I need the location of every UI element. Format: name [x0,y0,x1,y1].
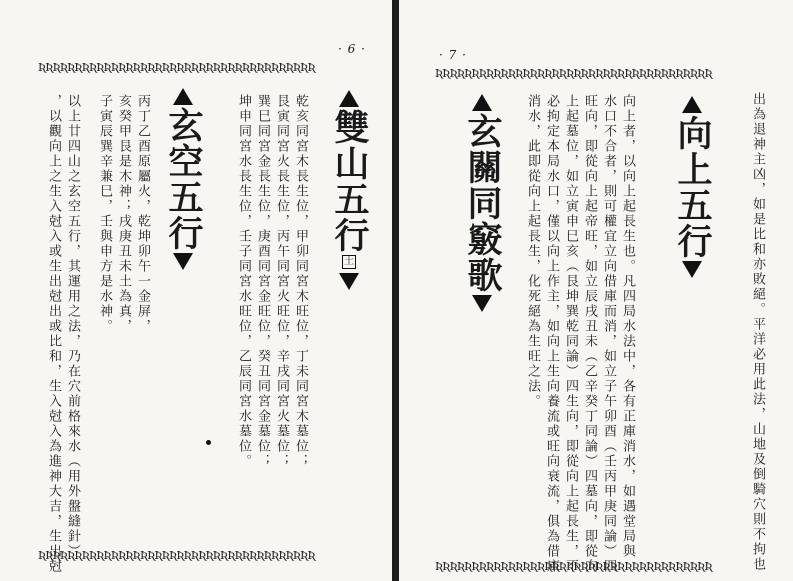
verse-block: 丙丁乙酉原屬火，乾坤卯午一金屏， 亥癸甲艮是木神；戌庚丑未土為真， 子寅辰巽辛兼巳，壬與申方是水神。 [97,94,150,334]
page-number: · 7 · [439,48,467,62]
top-border: ƦƦƦƦƦƦƦƦƦƦƦƦƦƦƦƦƦƦƦƦƦƦƦƦƦƦƦƦƦƦƦƦƦƦƦƦƦƦ [435,67,712,80]
bottom-border: ƦƦƦƦƦƦƦƦƦƦƦƦƦƦƦƦƦƦƦƦƦƦƦƦƦƦƦƦƦƦƦƦƦƦƦƦƦƦ [38,549,315,562]
triangle-up-icon [472,94,492,111]
section-title-text: 向上五行 [672,115,713,259]
text-block-twin-mountains: 乾亥同宮木長生位，甲卯同宮木旺位，丁未同宮木墓位； 艮寅同宮火長生位，丙午同宮火旺位，辛戌同宮火墓位； 巽巳同宮金長生位，庚酉同宮金旺位，癸丑同宮金墓位； 坤申同宮水長生位，壬子同宮水旺位，乙辰同宮水墓位。 [236,94,308,469]
bottom-border: ƦƦƦƦƦƦƦƦƦƦƦƦƦƦƦƦƦƦƦƦƦƦƦƦƦƦƦƦƦƦƦƦƦƦƦƦƦƦ [435,560,712,573]
triangle-down-icon [173,253,193,270]
seal-mark: 土 [344,256,354,267]
book-gutter [392,0,399,581]
text-block-xuankong: 以上廿四山之玄空五行，其運用之法，乃在穴前格來水（用外盤縫針） ，以觀向上之生入尅入或生出尅出或比和，生入尅入為進神大吉，生出尅 [46,94,80,574]
section-title [160,88,206,270]
page-number: · 6 · [338,42,366,56]
section-title [459,94,505,312]
left-page [0,0,392,581]
triangle-up-icon [682,96,702,113]
ink-speck [206,440,211,445]
triangle-down-icon [339,273,359,290]
triangle-up-icon [173,88,193,105]
right-page [399,0,793,581]
section-title-text: 玄空五行 [163,107,204,251]
triangle-down-icon [472,295,492,312]
top-border: ƦƦƦƦƦƦƦƦƦƦƦƦƦƦƦƦƦƦƦƦƦƦƦƦƦƦƦƦƦƦƦƦƦƦƦƦƦƦ [38,61,315,74]
section-title-text: 雙山五行 [329,109,370,253]
text-block-facing: 向上者，以向上起長生也。凡四局水法中，各有正庫消水，如遇堂局與 水口不合者，則可權宜立向借庫而消，如立子午卯酉（壬丙甲庚同論）四 旺向，即從向上起帝旺，如立辰戌丑未（乙辛癸丁同論）四墓向，即從向 上起墓位，如立寅申巳亥（艮坤巽乾同論）四生向，即從向上起長生，不 必拘定本局水口，僅以向上作主，如向上生向養流或旺向衰流，俱為借庫 消水，此即從向上起長生，化死絕為生旺之法。 [525,94,635,574]
section-title [326,90,372,290]
triangle-down-icon [682,261,702,278]
section-title [669,96,715,278]
section-title-text: 玄關同竅歌 [462,113,503,293]
text-block-continuation: 出為退神主凶，如是比和亦敗絕。平洋必用此法，山地及倒騎穴則不拘也 [750,92,765,572]
triangle-up-icon [339,90,359,107]
